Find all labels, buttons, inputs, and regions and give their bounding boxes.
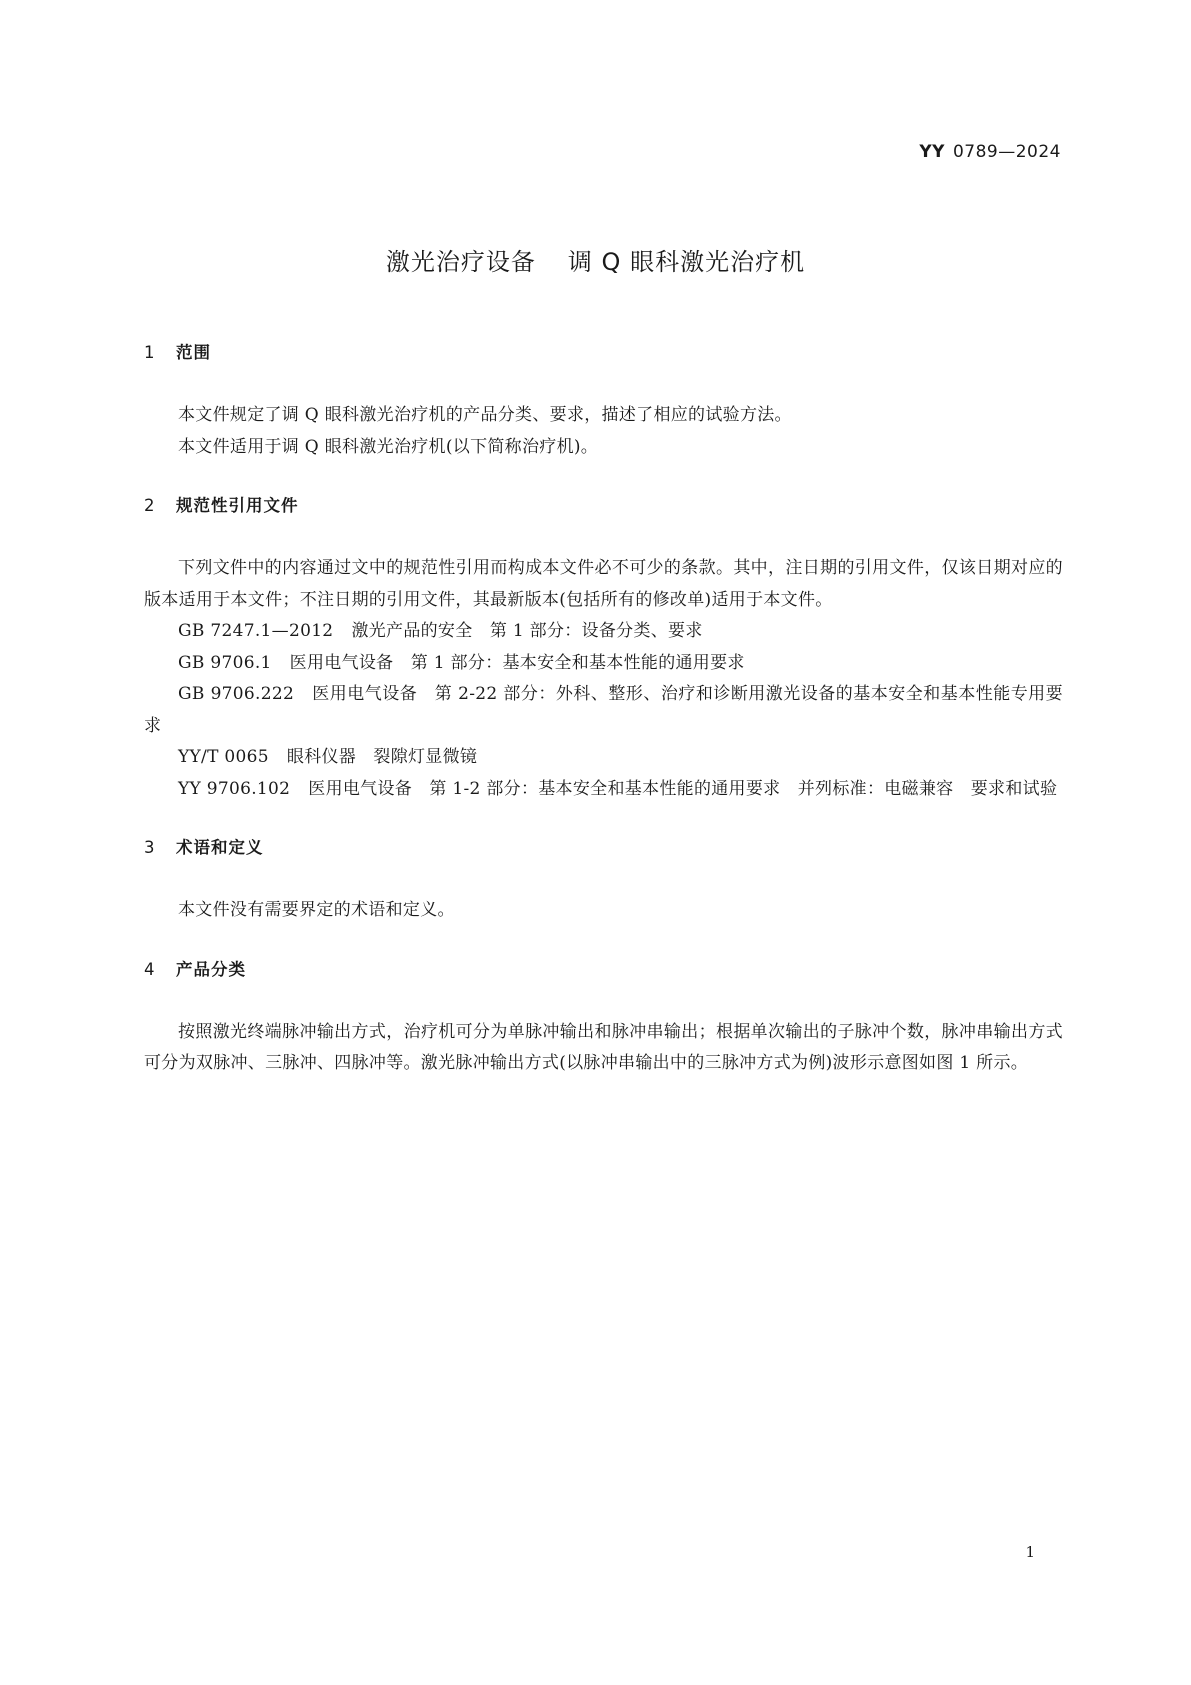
paragraph: 下列文件中的内容通过文中的规范性引用而构成本文件必不可少的条款。其中，注日期的引用文件，仅该日期对应的版本适用于本文件；不注日期的引用文件，其最新版本(包括所有的修改单)适用于本文件。	[144, 558, 1063, 610]
reference-item	[144, 648, 1063, 680]
section-heading-terms	[144, 835, 1063, 861]
reference-item	[144, 679, 1063, 742]
paragraph: 按照激光终端脉冲输出方式，治疗机可分为单脉冲输出和脉冲串输出；根据单次输出的子脉冲个数，脉冲串输出方式可分为双脉冲、三脉冲、四脉冲等。激光脉冲输出方式(以脉冲串输出中的三脉冲方式为例)波形示意图如图 1 所示。	[144, 1021, 1063, 1073]
document-body	[144, 340, 1063, 1080]
paragraph: 本文件适用于调 Q 眼科激光治疗机(以下简称治疗机)。	[178, 436, 599, 457]
section-title: 范围	[176, 343, 211, 362]
section-heading-classification	[144, 957, 1063, 983]
reference-title: 医用电气设备 第 1 部分：基本安全和基本性能的通用要求	[289, 652, 745, 673]
document-title-main: 激光治疗设备	[385, 248, 536, 276]
reference-code: GB 9706.1	[178, 652, 272, 673]
section-title: 规范性引用文件	[176, 496, 299, 515]
reference-item	[144, 742, 1063, 774]
document-title-sub: 调 Q 眼科激光治疗机	[567, 248, 806, 276]
reference-title: 医用电气设备 第 1-2 部分：基本安全和基本性能的通用要求 并列标准：电磁兼容 要求和试验	[308, 778, 1058, 799]
reference-code: YY 9706.102	[178, 778, 291, 799]
paragraph: 本文件规定了调 Q 眼科激光治疗机的产品分类、要求，描述了相应的试验方法。	[178, 405, 792, 425]
reference-code: GB 9706.222	[178, 684, 295, 704]
section-number: 4	[144, 959, 156, 979]
reference-code: GB 7247.1—2012	[178, 621, 334, 641]
paragraph: 本文件没有需要界定的术语和定义。	[178, 900, 455, 920]
reference-item	[144, 774, 1063, 806]
section-heading-normative-references	[144, 493, 1063, 519]
section-title: 术语和定义	[176, 838, 264, 857]
document-title	[0, 242, 1191, 277]
section-number: 3	[144, 838, 156, 857]
section-number: 2	[144, 496, 156, 515]
standard-code	[919, 142, 1061, 162]
page-number: 1	[1025, 1543, 1035, 1561]
reference-item	[144, 616, 1063, 648]
reference-title: 眼科仪器 裂隙灯显微镜	[286, 747, 478, 767]
standard-code-number: 0789—2024	[952, 142, 1061, 162]
section-heading-scope	[144, 340, 1063, 366]
reference-title: 激光产品的安全 第 1 部分：设备分类、要求	[351, 621, 703, 641]
reference-title: 医用电气设备 第 2-22 部分：外科、整形、治疗和诊断用激光设备的基本安全和基本性能专用要求	[144, 684, 1063, 736]
section-number: 1	[144, 343, 156, 362]
section-title: 产品分类	[176, 959, 246, 979]
reference-code: YY/T 0065	[178, 747, 269, 767]
standard-code-prefix: YY	[919, 142, 945, 162]
